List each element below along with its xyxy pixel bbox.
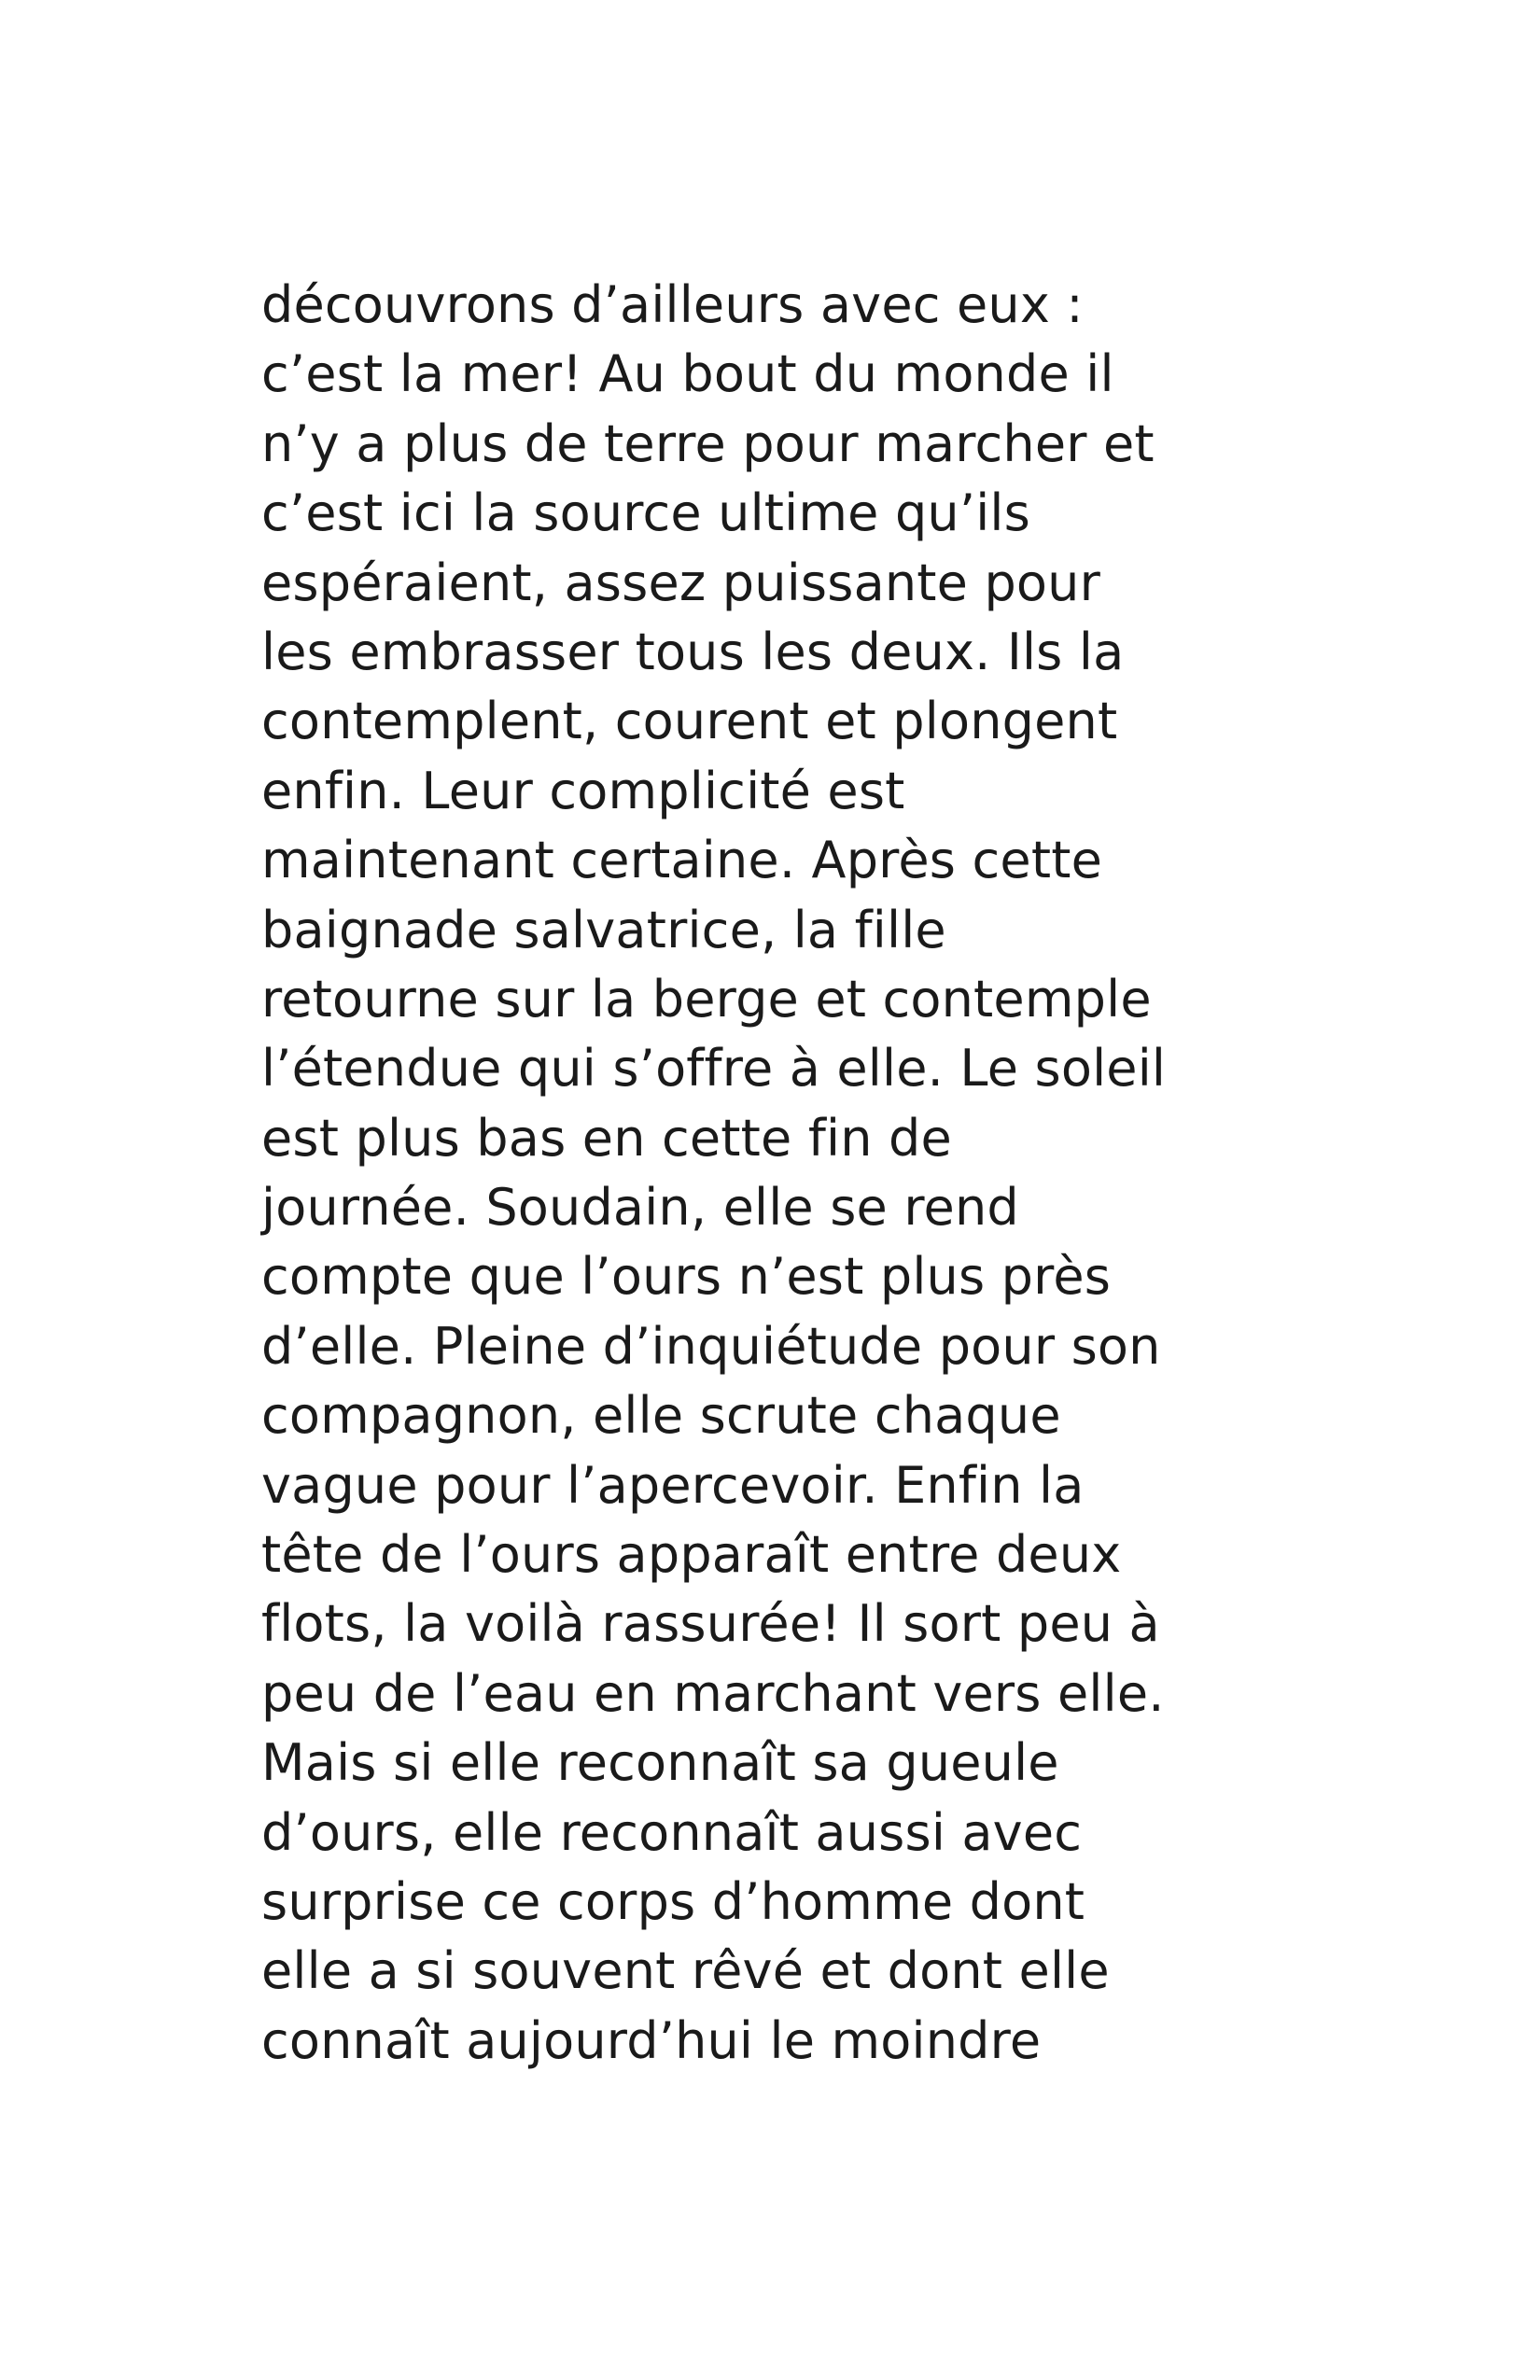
text-line: c’est la mer! Au bout du monde il: [261, 344, 1114, 404]
text-line: compte que l’ours n’est plus près: [261, 1247, 1112, 1307]
text-line: elle a si souvent rêvé et dont elle: [261, 1941, 1110, 2001]
text-line: peu de l’eau en marchant vers elle.: [261, 1663, 1165, 1723]
text-line: les embrasser tous les deux. Ils la: [261, 622, 1125, 681]
text-line: enfin. Leur complicité est: [261, 761, 905, 820]
text-line: découvrons d’ailleurs avec eux :: [261, 275, 1084, 334]
text-line: flots, la voilà rassurée! Il sort peu à: [261, 1594, 1160, 1654]
text-line: n’y a plus de terre pour marcher et: [261, 413, 1155, 473]
text-line: retourne sur la berge et contemple: [261, 969, 1152, 1029]
text-line: espéraient, assez puissante pour: [261, 553, 1100, 612]
text-line: surprise ce corps d’homme dont: [261, 1871, 1085, 1931]
text-line: d’elle. Pleine d’inquiétude pour son: [261, 1316, 1161, 1376]
text-line: est plus bas en cette fin de: [261, 1108, 952, 1168]
text-line: maintenant certaine. Après cette: [261, 831, 1102, 890]
text-line: Mais si elle reconnaît sa gueule: [261, 1733, 1059, 1793]
body-text: [261, 271, 1307, 2076]
text-line: tête de l’ours apparaît entre deux: [261, 1525, 1122, 1585]
text-line: baignade salvatrice, la fille: [261, 900, 946, 959]
text-line: c’est ici la source ultime qu’ils: [261, 483, 1030, 543]
text-line: compagnon, elle scrute chaque: [261, 1386, 1061, 1446]
text-line: d’ours, elle reconnaît aussi avec: [261, 1802, 1083, 1862]
text-line: vague pour l’apercevoir. Enfin la: [261, 1455, 1085, 1515]
text-line: l’étendue qui s’offre à elle. Le soleil: [261, 1039, 1167, 1099]
text-line: journée. Soudain, elle se rend: [261, 1178, 1019, 1238]
text-line: contemplent, courent et plongent: [261, 692, 1118, 751]
text-line: connaît aujourd’hui le moindre: [261, 2010, 1042, 2070]
